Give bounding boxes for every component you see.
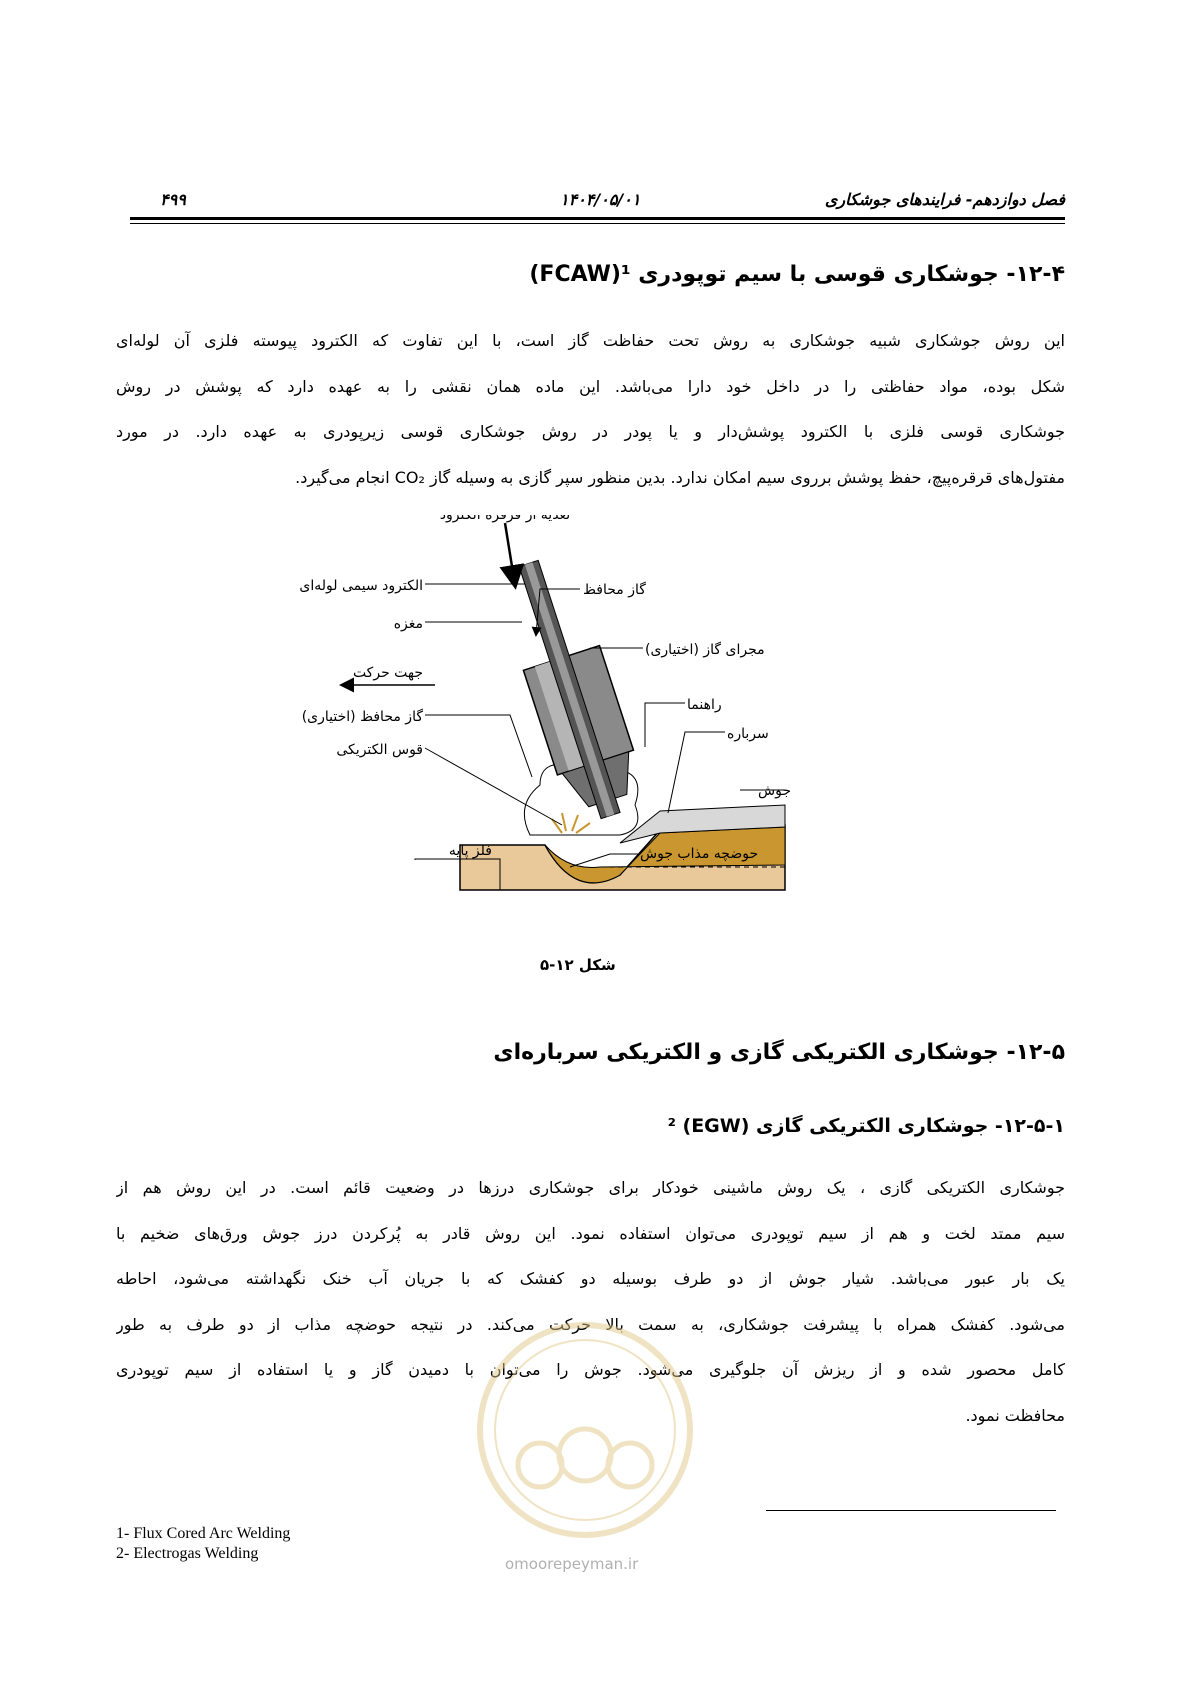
- watermark-site: omoorepeyman.ir: [505, 1555, 639, 1573]
- fcaw-diagram: [300, 515, 860, 955]
- figure-caption: شکل ۱۲-۵: [540, 956, 616, 974]
- paragraph-line: شکل بوده، مواد حفاظتی را در داخل خود دارا می‌باشد. این ماده همان نقشی را به عهده دارد که پوشش در روش: [116, 376, 1065, 396]
- page-number: ۴۹۹: [160, 190, 186, 209]
- header-date: ۱۴۰۴/۰۵/۰۱: [560, 190, 641, 209]
- section-heading-egw: ۱۲-۵- جوشکاری الکتریکی گازی و الکتریکی سرباره‌ای: [493, 1040, 1065, 1065]
- paragraph-line: محافظت نمود.: [965, 1405, 1065, 1425]
- footnote-rule: [766, 1510, 1056, 1511]
- watermark-logo: [470, 1315, 700, 1545]
- label-weld: جوش: [758, 783, 791, 799]
- paragraph-line: این روش جوشکاری شبیه جوشکاری به روش تحت حفاظت گاز است، با این تفاوت که الکترود پیوسته فلزی آن لوله‌ای: [116, 331, 1065, 350]
- label-shielding-gas-optional: گاز محافظ (اختیاری): [301, 709, 423, 725]
- label-shielding-gas: گاز محافظ: [583, 582, 646, 598]
- paragraph-line: کامل محصور شده و از ریزش آن جلوگیری می‌شود. جوش را می‌توان با دمیدن گاز و یا استفاده از سیم توپودری: [116, 1360, 1065, 1379]
- label-tubular-electrode: الکترود سیمی لوله‌ای: [300, 578, 423, 594]
- label-core: مغزه: [393, 616, 423, 632]
- paragraph-line: جوشکاری قوسی فلزی با الکترود پوشش‌دار و یا پودر در روش جوشکاری قوسی زیرپودری به عهده دارد. در مورد: [116, 422, 1065, 441]
- paragraph-line: مفتول‌های قرقره‌پیچ، حفظ پوشش برروی سیم امکان ندارد. بدین منظور سپر گازی به وسیله گاز CO₂ انجام می‌گیرد.: [295, 467, 1065, 487]
- footnote-1: 1- Flux Cored Arc Welding: [116, 1525, 291, 1542]
- label-gas-nozzle: مجرای گاز (اختیاری): [645, 642, 765, 658]
- label-arc: قوس الکتریکی: [336, 742, 423, 758]
- paragraph-line: جوشکاری الکتریکی گازی ، یک روش ماشینی خودکار برای جوشکاری درزها در وضعیت قائم است. در این روش هم از: [116, 1178, 1065, 1197]
- label-direction: جهت حرکت: [352, 665, 424, 681]
- label-base-metal: فلز پایه: [448, 843, 492, 859]
- label-weld-pool: حوضچه مذاب جوش: [640, 846, 759, 862]
- footnote-2: 2- Electrogas Welding: [116, 1545, 259, 1562]
- paragraph-fcaw: [116, 318, 1065, 500]
- paragraph-line: می‌شود. کفشک همراه با پیشرفت جوشکاری، به سمت بالا حرکت می‌کند. در نتیجه حوضچه مذاب از دو طرف به طور: [116, 1314, 1065, 1334]
- paragraph-line: سیم ممتد لخت و هم از سیم توپودری می‌توان استفاده نمود. این روش قادر به پُرکردن درز جوش ورق‌های ضخیم با: [116, 1223, 1065, 1243]
- label-slag: سرباره: [727, 726, 769, 742]
- label-guide: راهنما: [687, 697, 722, 713]
- paragraph-line: یک بار عبور می‌باشد. شیار جوش از دو طرف بوسیله دو کفشک که با جریان آب خنک نگهداشته می‌شود، احاطه: [116, 1269, 1065, 1288]
- section-heading-fcaw: ۱۲-۴- جوشکاری قوسی با سیم توپودری ¹(FCAW): [529, 262, 1065, 287]
- header-rule-thick: [130, 217, 1065, 220]
- subsection-heading-egw: ۱۲-۵-۱- جوشکاری الکتریکی گازی (EGW) ²: [667, 1115, 1065, 1137]
- label-feed: تغذیه از قرقره الکترود: [439, 515, 571, 523]
- chapter-title: فصل دوازدهم- فرایندهای جوشکاری: [824, 190, 1065, 209]
- header-rule-thin: [130, 223, 1065, 224]
